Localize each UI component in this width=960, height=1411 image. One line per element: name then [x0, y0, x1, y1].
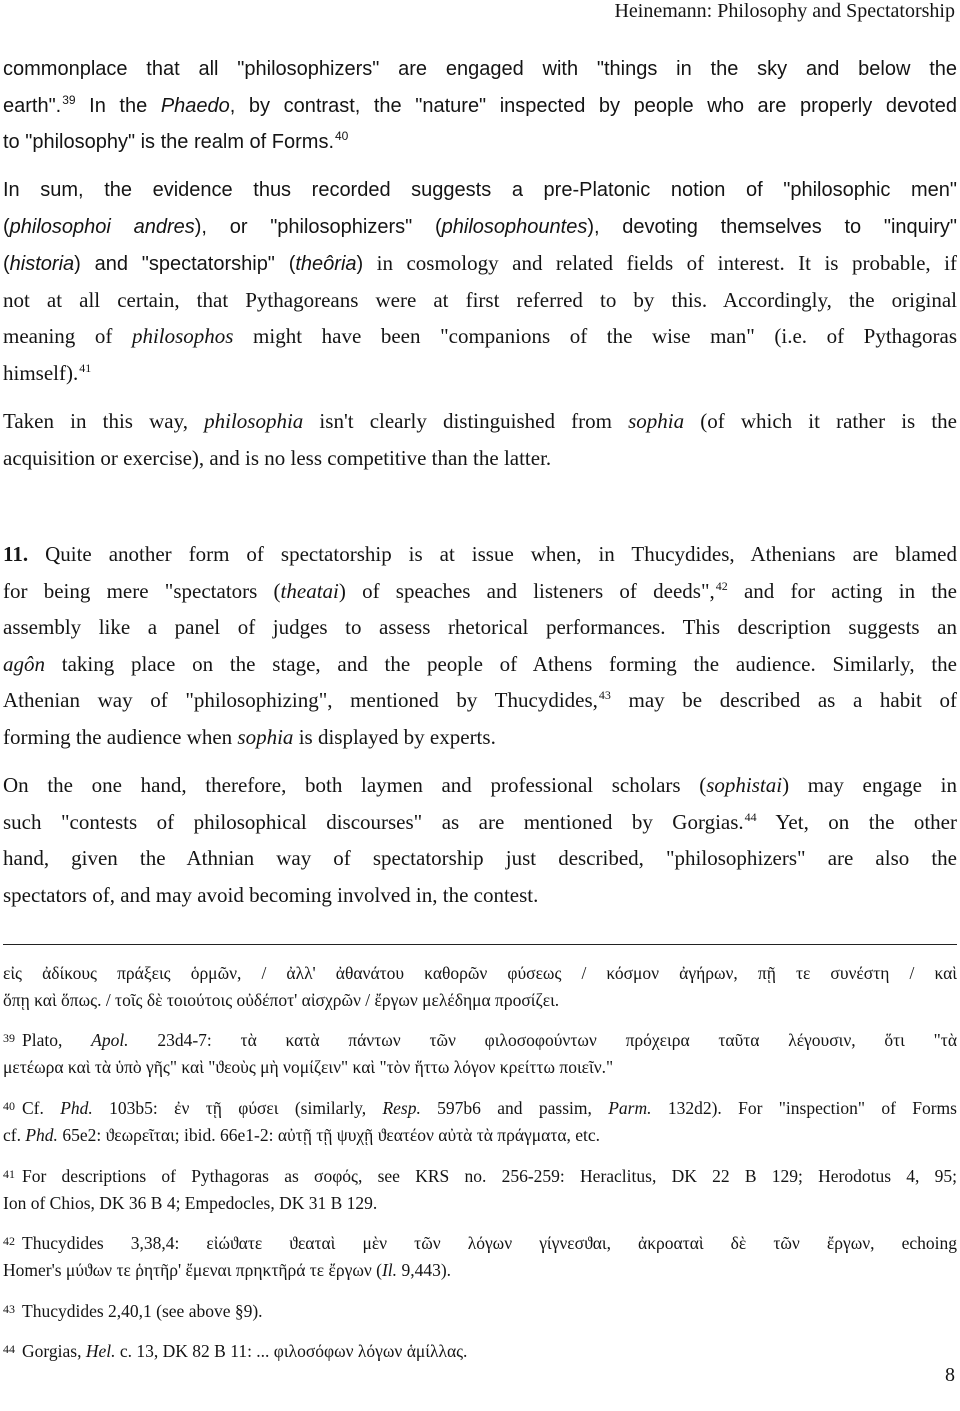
- text-run: himself).: [3, 360, 79, 385]
- section-number: 11.: [3, 542, 29, 566]
- text-run: assembly like a panel of judges to assess rhetorical performances. This description suggests an: [3, 615, 957, 639]
- text-line: [3, 682, 957, 719]
- text-line: [3, 1230, 957, 1257]
- italic-term: Phd.: [25, 1125, 58, 1145]
- footnote: [3, 1163, 957, 1217]
- body-paragraph: [3, 403, 957, 476]
- text-run: not at all certain, that Pythagoreans were at first referred to by this. Accordingly, the original: [3, 287, 957, 312]
- text-line: [3, 536, 957, 573]
- text-line: [3, 1054, 957, 1081]
- footnote-number: 39: [3, 1031, 15, 1045]
- italic-term: sophia: [237, 724, 294, 749]
- footnote: [3, 1298, 957, 1325]
- text-run: Ion of Chios, DK 36 B 4; Empedocles, DK 31 B 129.: [3, 1193, 378, 1213]
- footnote-number: 41: [3, 1167, 15, 1181]
- text-run: 65e2: ϑεωρεῖται; ibid. 66e1-2: αὐτῇ τῇ ψυχῇ ϑεατέον αὐτὰ τὰ πράγματα, etc.: [57, 1125, 601, 1145]
- text-run: ), devoting themselves to "inquiry": [587, 215, 957, 238]
- text-run: in cosmology and related fields of interest. It is probable, if: [363, 251, 957, 275]
- text-run: commonplace that all "philosophizers" are engaged with "things in the sky and below the: [3, 58, 957, 80]
- text-line: [3, 767, 957, 804]
- italic-term: theôria: [295, 253, 357, 275]
- footnote-number: 40: [3, 1099, 15, 1113]
- footnote: [3, 1338, 957, 1365]
- text-run: εἰς ἀδίκους πράξεις ὁρμῶν, / ἀλλ' ἀθανάτου καθορῶν φύσεως / κόσμον ἀγήρων, πῇ τε συνέστη / καὶ: [3, 963, 957, 983]
- text-run: Gorgias,: [22, 1341, 86, 1361]
- text-run: 103b5: ἐν τῇ φύσει (similarly,: [92, 1098, 383, 1118]
- text-line: [3, 1257, 957, 1284]
- italic-term: historia: [9, 253, 75, 275]
- text-run: might have been "companions of the wise man" (i.e. of Pythagoras: [233, 324, 957, 348]
- footnote-ref: 40: [335, 129, 349, 143]
- text-run: ), or "philosophizers" (: [194, 215, 442, 238]
- italic-term: Phd.: [60, 1098, 93, 1118]
- text-line: [3, 245, 957, 282]
- page-number: 8: [945, 1364, 955, 1386]
- text-line: [3, 88, 957, 125]
- text-run: ) and "spectatorship" (: [74, 253, 296, 275]
- text-line: [3, 440, 957, 477]
- text-run: ) of speaches and listeners of deeds",: [338, 578, 715, 603]
- text-run: ) may engage in: [782, 773, 957, 797]
- footnote-ref: 42: [715, 578, 728, 593]
- italic-term: philosophountes: [441, 215, 588, 238]
- text-line: [3, 987, 957, 1014]
- text-run: forming the audience when: [3, 724, 238, 749]
- text-run: ὅπῃ καὶ ὅπως. / τοῖς δὲ τοιούτοις οὐδέποτ' αἰσχρῶν / ἔργων μελέδημα προσίζει.: [3, 990, 560, 1010]
- text-run: , by contrast, the "nature" inspected by people who are properly devoted: [229, 94, 957, 117]
- text-line: [3, 124, 957, 161]
- italic-term: philosophos: [131, 324, 234, 348]
- italic-term: philosophia: [204, 409, 304, 433]
- text-run: Thucydides 2,40,1 (see above §9).: [22, 1301, 263, 1321]
- text-run: Quite another form of spectatorship is at issue when, in Thucydides, Athenians are blamed: [28, 542, 957, 566]
- footnote-ref: 39: [62, 92, 76, 107]
- footnote-number: 42: [3, 1234, 15, 1248]
- text-line: [3, 1190, 957, 1217]
- text-line: [3, 318, 957, 355]
- text-run: and for acting in the: [727, 578, 957, 603]
- text-line: [3, 877, 957, 914]
- text-run: 132d2). For "inspection" of Forms: [651, 1098, 957, 1118]
- text-run: For descriptions of Pythagoras as σοφός, see KRS no. 256-259: Heraclitus, DK 22 B 129; Herodotus 4, 95;: [22, 1166, 957, 1186]
- body-paragraph: [3, 536, 957, 755]
- text-run: In the: [75, 94, 161, 117]
- text-line: [3, 403, 957, 440]
- footnote-separator: [3, 944, 957, 945]
- text-line: [3, 1095, 957, 1122]
- text-run: 9,443).: [397, 1260, 452, 1280]
- footnote-number: 43: [3, 1302, 15, 1316]
- italic-term: Hel.: [85, 1341, 116, 1361]
- text-run: is displayed by experts.: [293, 724, 496, 749]
- body-paragraph: [3, 51, 957, 161]
- footnote-continuation: [3, 960, 957, 1014]
- footnote: [3, 1027, 957, 1081]
- body-paragraph: [3, 767, 957, 913]
- footnote: [3, 1095, 957, 1149]
- italic-term: agôn: [3, 651, 45, 676]
- text-line: [3, 172, 957, 209]
- text-line: [3, 1298, 957, 1325]
- text-run: Taken in this way,: [3, 409, 205, 433]
- footnote: [3, 1230, 957, 1284]
- text-line: [3, 355, 957, 392]
- text-run: cf.: [3, 1125, 26, 1145]
- italic-term: Phaedo: [160, 94, 230, 117]
- text-run: 597b6 and passim,: [420, 1098, 609, 1118]
- text-line: [3, 609, 957, 646]
- italic-term: sophistai: [706, 773, 783, 797]
- text-line: [3, 840, 957, 877]
- body-paragraph: [3, 172, 957, 391]
- text-run: μετέωρα καὶ τὰ ὑπὸ γῆς" καὶ "ϑεοὺς μὴ νομίζειν" καὶ "τὸν ἥττω λόγον κρείττω ποιεῖν.": [3, 1057, 614, 1077]
- text-run: (of which it rather is the: [684, 409, 957, 433]
- text-line: [3, 960, 957, 987]
- italic-term: philosophoi andres: [9, 215, 195, 238]
- text-run: may be described as a habit of: [610, 688, 957, 712]
- text-run: such "contests of philosophical discourses" as are mentioned by Gorgias.: [3, 809, 744, 834]
- italic-term: theatai: [280, 578, 339, 603]
- italic-term: Il.: [381, 1260, 398, 1280]
- italic-term: Apol.: [91, 1030, 129, 1050]
- text-run: Cf.: [22, 1098, 61, 1118]
- text-line: [3, 1338, 957, 1365]
- text-run: acquisition or exercise), and is no less competitive than the latter.: [3, 445, 552, 470]
- text-line: [3, 804, 957, 841]
- text-line: [3, 282, 957, 319]
- text-run: for being mere "spectators (: [3, 578, 281, 603]
- running-header: Heinemann: Philosophy and Spectatorship: [614, 0, 955, 22]
- text-run: to "philosophy" is the realm of Forms.: [3, 131, 334, 153]
- text-run: On the one hand, therefore, both laymen and professional scholars (: [3, 773, 707, 797]
- text-run: Plato,: [22, 1030, 92, 1050]
- text-run: Homer's μύϑων τε ῥητῆρ' ἔμεναι πρηκτῆρά τε ἔργων (: [3, 1260, 382, 1280]
- text-line: [3, 646, 957, 683]
- text-line: [3, 573, 957, 610]
- text-run: Yet, on the other: [756, 809, 957, 834]
- text-run: spectators of, and may avoid becoming involved in, the contest.: [3, 882, 539, 907]
- text-run: (: [3, 253, 10, 275]
- text-run: (: [3, 215, 10, 238]
- text-run: c. 13, DK 82 B 11: ... φιλοσόφων λόγων ἁμίλλας.: [115, 1341, 468, 1361]
- text-run: Thucydides 3,38,4: εἰώϑατε ϑεαταὶ μὲν τῶν λόγων γίγνεσϑαι, ἀκροαταὶ δὲ τῶν ἔργων, echoing: [22, 1233, 957, 1253]
- text-run: isn't clearly distinguished from: [303, 409, 629, 433]
- text-line: [3, 209, 957, 246]
- italic-term: sophia: [628, 409, 685, 433]
- text-run: In sum, the evidence thus recorded suggests a pre-Platonic notion of "philosophic men": [3, 179, 957, 201]
- text-line: [3, 719, 957, 756]
- text-line: [3, 51, 957, 88]
- text-run: taking place on the stage, and the people of Athens forming the audience. Similarly, the: [45, 651, 957, 676]
- text-run: 23d4-7: τὰ κατὰ πάντων τῶν φιλοσοφούντων πρόχειρα ταῦτα λέγουσιν, ὅτι "τὰ: [128, 1030, 957, 1050]
- italic-term: Parm.: [608, 1098, 652, 1118]
- text-run: earth".: [3, 94, 62, 117]
- footnote-ref: 44: [744, 809, 757, 824]
- text-run: meaning of: [3, 324, 132, 348]
- text-line: [3, 1027, 957, 1054]
- text-run: hand, given the Athnian way of spectatorship just described, "philosophizers" are also the: [3, 846, 957, 870]
- text-line: [3, 1163, 957, 1190]
- footnote-ref: 41: [79, 360, 92, 375]
- text-run: Athenian way of "philosophizing", mentioned by Thucydides,: [3, 688, 598, 712]
- footnote-number: 44: [3, 1342, 15, 1356]
- text-run: ): [356, 253, 364, 275]
- italic-term: Resp.: [382, 1098, 421, 1118]
- footnote-ref: 43: [598, 688, 611, 702]
- text-line: [3, 1122, 957, 1149]
